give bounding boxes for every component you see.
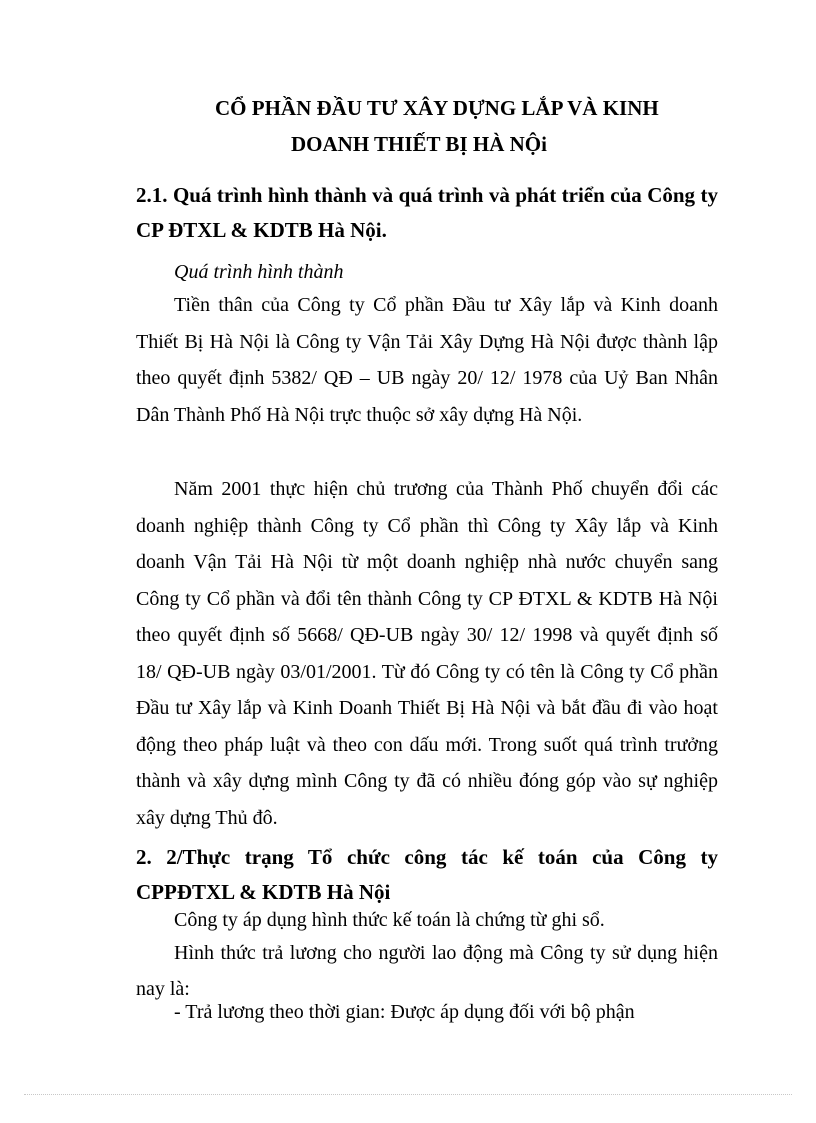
document-title-line-1: CỔ PHẦN ĐẦU TƯ XÂY DỰNG LẮP VÀ KINH bbox=[215, 96, 659, 120]
paragraph-salary-form: Hình thức trả lương cho người lao động mà Công ty sử dụng hiện nay là: bbox=[136, 942, 718, 1000]
list-item-time-salary: - Trả lương theo thời gian: Được áp dụng đối với bộ phận bbox=[174, 1001, 635, 1023]
document-title-line-2: DOANH THIẾT BỊ HÀ NỘi bbox=[291, 132, 547, 156]
page-bottom-rule bbox=[24, 1094, 792, 1095]
paragraph-accounting-form: Công ty áp dụng hình thức kế toán là chứng từ ghi sổ. bbox=[174, 909, 605, 931]
paragraph-transformation: Năm 2001 thực hiện chủ trương của Thành Phố chuyển đổi các doanh nghiệp thành Công ty Cổ phần thì Công ty Xây lắp và Kinh doanh Vận Tải Hà Nội từ một doanh nghiệp nhà nước chuyển sang Công ty Cổ phần và đổi tên thành Công ty CP ĐTXL & KDTB Hà Nội theo quyết định số 5668/ QĐ-UB ngày 30/ 12/ 1998 và quyết định số 18/ QĐ-UB ngày 03/01/2001. Từ đó Công ty có tên là Công ty Cổ phần Đầu tư Xây lắp và Kinh Doanh Thiết Bị Hà Nội và bắt đầu đi vào hoạt động theo pháp luật và theo con dấu mới. Trong suốt quá trình trưởng thành và xây dựng mình Công ty đã có nhiều đóng góp vào sự nghiệp xây dựng Thủ đô. bbox=[136, 478, 718, 829]
section-heading-2-2: 2. 2/Thực trạng Tổ chức công tác kế toán của Công ty CPPĐTXL & KDTB Hà Nội bbox=[136, 845, 718, 904]
section-subheading-formation: Quá trình hình thành bbox=[174, 261, 344, 283]
section-heading-2-1: 2.1. Quá trình hình thành và quá trình và phát triển của Công ty CP ĐTXL & KDTB Hà Nội. bbox=[136, 183, 718, 242]
paragraph-history: Tiền thân của Công ty Cổ phần Đầu tư Xây lắp và Kinh doanh Thiết Bị Hà Nội là Công ty Vận Tải Xây Dựng Hà Nội được thành lập theo quyết định 5382/ QĐ – UB ngày 20/ 12/ 1978 của Uỷ Ban Nhân Dân Thành Phố Hà Nội trực thuộc sở xây dựng Hà Nội. bbox=[136, 294, 718, 426]
